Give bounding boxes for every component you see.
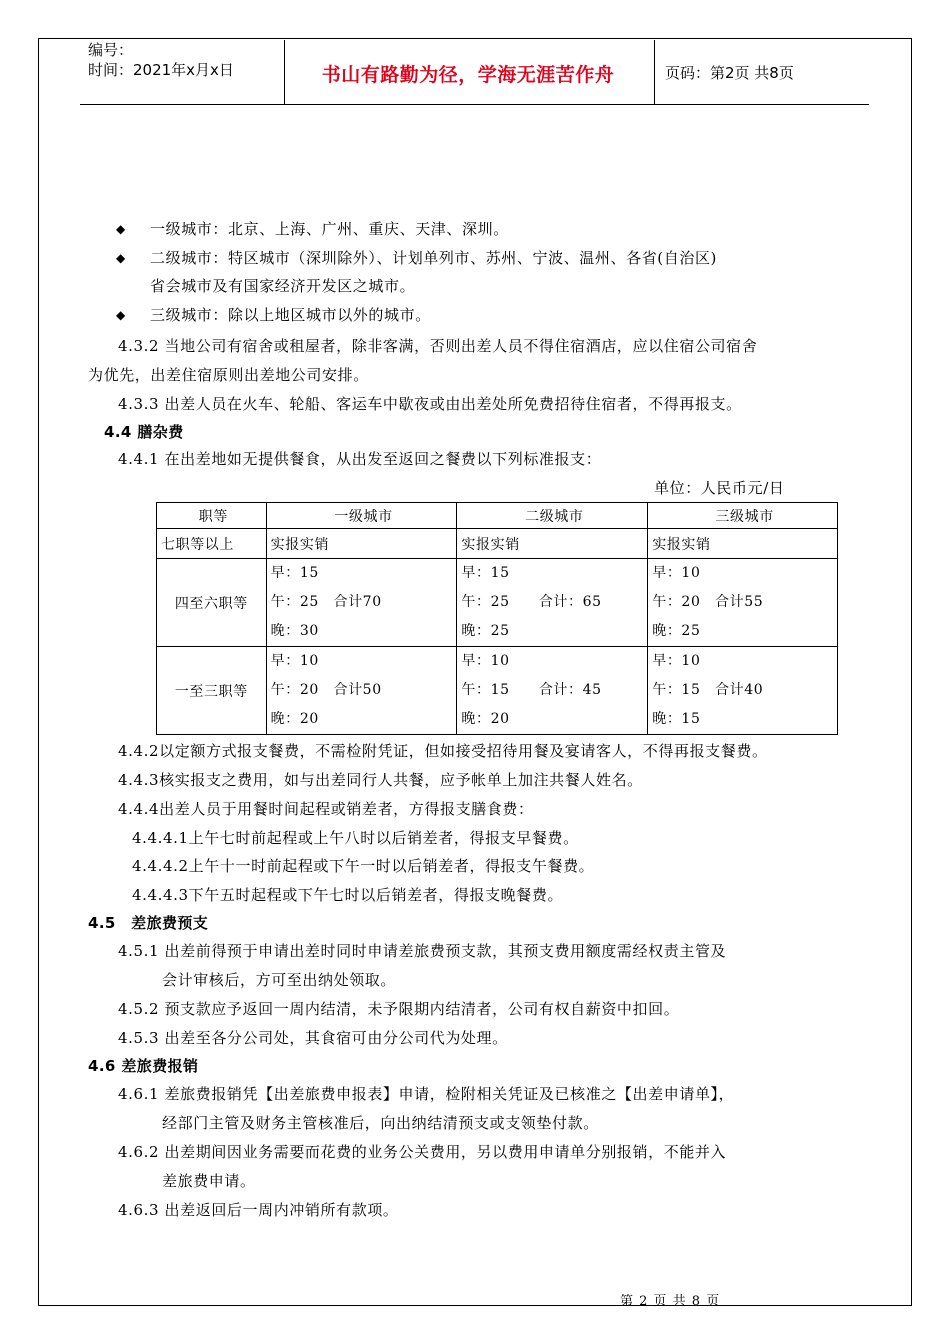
header-motto: 书山有路勤为径，学海无涯苦作舟 [321,64,615,86]
amount-cell [457,559,648,647]
rank-cell: 一至三职等 [157,647,267,735]
dinner-amount: 晚：20 [270,711,319,727]
meal-allowance-table [156,502,838,735]
diamond-bullet-icon: ◆ [116,308,126,322]
header-rank: 职等 [157,503,267,529]
diamond-bullet-icon: ◆ [116,222,126,236]
lunch-amount: 午：15 合计：45 [461,682,602,698]
para-4-4-1: 4.4.1 在出差地如无提供餐食，从出发至返回之餐费以下列标准报支： [118,450,602,468]
para-4-3-2: 4.3.2 当地公司有宿舍或租屋者，除非客满，否则出差人员不得住宿酒店，应以住宿公司宿舍 [118,337,758,355]
header-meta [88,40,234,80]
breakfast-amount: 早：10 [652,653,701,669]
para-4-3-2-cont: 为优先，出差住宿原则出差地公司安排。 [88,366,369,384]
para-4-5-2: 4.5.2 预支款应予返回一周内结清，未予限期内结清者，公司有权自薪资中扣回。 [118,1000,680,1018]
breakfast-amount: 早：15 [461,565,510,581]
para-4-4-4-1: 4.4.4.1上午七时前起程或上午八时以后销差者，得报支早餐费。 [132,829,579,847]
lunch-amount: 午：20 合计55 [652,594,764,610]
para-4-5-3: 4.5.3 出差至各分公司处，其食宿可由分公司代为处理。 [118,1029,508,1047]
date-line: 时间：2021年x月x日 [88,61,234,79]
dinner-amount: 晚：30 [270,623,319,639]
header-rule [80,104,869,105]
rank-cell: 四至六职等 [157,559,267,647]
para-4-4-4-2: 4.4.4.2上午十一时前起程或下午一时以后销差者，得报支午餐费。 [132,857,595,875]
para-4-6-1: 4.6.1 差旅费报销凭【出差旅费申报表】申请，检附相关凭证及已核准之【出差申请单】， [118,1085,735,1103]
para-4-6-2-cont: 差旅费申请。 [162,1172,256,1190]
breakfast-amount: 早：10 [461,653,510,669]
para-4-5-1: 4.5.1 出差前得预于申请出差时同时申请差旅费预支款，其预支费用额度需经权责主管及 [118,942,727,960]
unit-label: 单位：人民币元/日 [654,479,785,497]
header-tier-3: 三级城市 [648,503,838,529]
lunch-amount: 午：20 合计50 [270,682,382,698]
number-label: 编号： [88,41,134,59]
city-tier-3: 三级城市：除以上地区城市以外的城市。 [150,306,431,324]
amount-cell: 实报实销 [648,529,838,559]
amount-cell [457,647,648,735]
amount-cell: 实报实销 [266,529,457,559]
para-4-4-3: 4.4.3核实报支之费用，如与出差同行人共餐，应予帐单上加注共餐人姓名。 [118,771,643,789]
section-4-6-heading: 4.6 差旅费报销 [88,1057,199,1075]
city-tier-1: 一级城市：北京、上海、广州、重庆、天津、深圳。 [150,220,509,238]
table-row [157,647,838,735]
table-row [157,529,838,559]
header-tier-1: 一级城市 [266,503,457,529]
para-4-4-4: 4.4.4出差人员于用餐时间起程或销差者，方得报支膳食费： [118,800,534,818]
para-4-3-3: 4.3.3 出差人员在火车、轮船、客运车中歇夜或由出差处所免费招待住宿者，不得再报支。 [118,395,742,413]
section-4-5-heading: 4.5 差旅费预支 [88,914,209,932]
table-header-row [157,503,838,529]
lunch-amount: 午：25 合计：65 [461,594,602,610]
breakfast-amount: 早：15 [270,565,319,581]
amount-cell [266,647,457,735]
para-4-4-2: 4.4.2以定额方式报支餐费，不需检附凭证，但如接受招待用餐及宴请客人，不得再报支餐费。 [118,742,768,760]
para-4-6-3: 4.6.3 出差返回后一周内冲销所有款项。 [118,1201,399,1219]
para-4-4-4-3: 4.4.4.3下午五时起程或下午七时以后销差者，得报支晚餐费。 [132,886,564,904]
para-4-5-1-cont: 会计审核后，方可至出纳处领取。 [162,971,397,989]
amount-cell [648,647,838,735]
breakfast-amount: 早：10 [652,565,701,581]
lunch-amount: 午：15 合计40 [652,682,764,698]
para-4-6-2: 4.6.2 出差期间因业务需要而花费的业务公关费用，另以费用申请单分别报销，不能并入 [118,1143,727,1161]
para-4-6-1-cont: 经部门主管及财务主管核准后，向出纳结清预支或支领垫付款。 [162,1114,599,1132]
dinner-amount: 晚：20 [461,711,510,727]
page-footer: 第 2 页 共 8 页 [620,1294,721,1309]
city-tier-2: 二级城市：特区城市（深圳除外）、计划单列市、苏州、宁波、温州、各省(自治区) [150,249,718,267]
section-4-4-heading: 4.4 膳杂费 [104,423,184,441]
city-tier-2-cont: 省会城市及有国家经济开发区之城市。 [150,277,416,295]
rank-cell: 七职等以上 [157,529,267,559]
header-tier-2: 二级城市 [457,503,648,529]
lunch-amount: 午：25 合计70 [270,594,382,610]
dinner-amount: 晚：15 [652,711,701,727]
amount-cell [266,559,457,647]
header-divider [654,40,655,104]
breakfast-amount: 早：10 [270,653,319,669]
diamond-bullet-icon: ◆ [116,251,126,265]
header-page-info: 页码：第2页 共8页 [665,64,794,82]
dinner-amount: 晚：25 [461,623,510,639]
amount-cell: 实报实销 [457,529,648,559]
table-row [157,559,838,647]
dinner-amount: 晚：25 [652,623,701,639]
amount-cell [648,559,838,647]
